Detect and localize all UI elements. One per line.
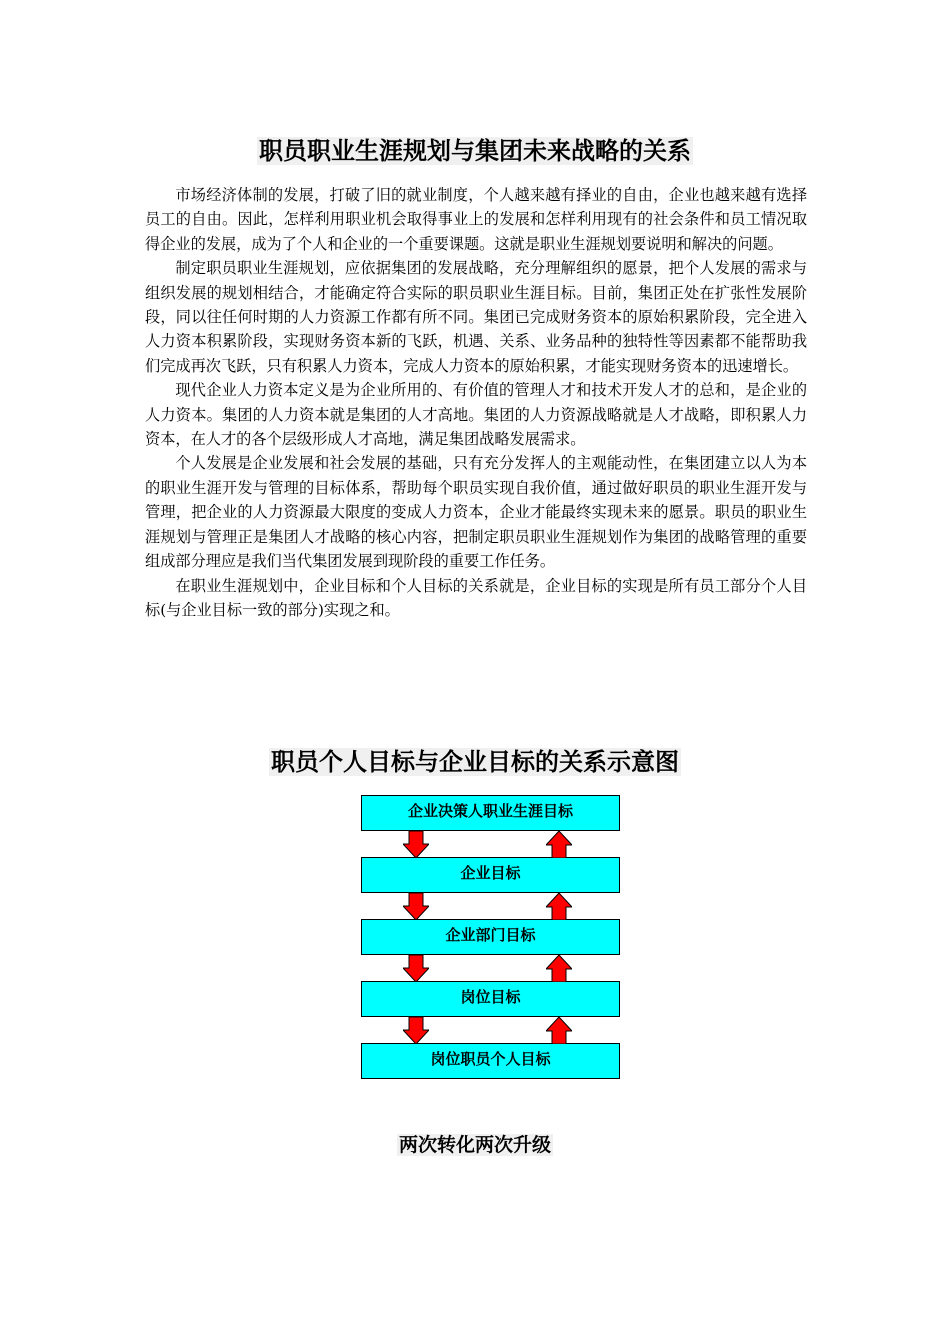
arrow-up-icon bbox=[546, 893, 572, 920]
paragraph-3: 现代企业人力资本定义是为企业所用的、有价值的管理人才和技术开发人才的总和，是企业的人力资本。集团的人力资本就是集团的人才高地。集团的人力资源战略就是人才战略，即积累人力资本，在人才的各个层级形成人才高地，满足集团战略发展需求。 bbox=[145, 381, 807, 449]
arrow-down-icon bbox=[403, 831, 429, 858]
arrow-up-icon bbox=[546, 1017, 572, 1044]
diagram-caption bbox=[0, 1130, 950, 1157]
paragraph-2: 制定职员职业生涯规划，应依据集团的发展战略，充分理解组织的愿景，把个人发展的需求与组织发展的规划相结合，才能确定符合实际的职员职业生涯目标。目前，集团正处在扩张性发展阶段，同以往任何时期的人力资源工作都有所不同。集团已完成财务资本的原始积累阶段，完全进入人力资本积累阶段，实现财务资本新的飞跃，机遇、关系、业务品种的独特性等因素都不能帮助我们完成再次飞跃，只有积累人力资本，完成人力资本的原始积累，才能实现财务资本的迅速增长。 bbox=[145, 259, 807, 375]
arrow-up-icon bbox=[546, 831, 572, 858]
paragraph-4: 个人发展是企业发展和社会发展的基础，只有充分发挥人的主观能动性，在集团建立以人为本的职业生涯开发与管理的目标体系，帮助每个职员实现自我价值，通过做好职员的职业生涯开发与管理，把企业的人力资源最大限度的变成人力资本，企业才能最终实现未来的愿景。职员的职业生涯规划与管理正是集团人才战略的核心内容，把制定职员职业生涯规划作为集团的战略管理的重要组成部分理应是我们当代集团发展到现阶段的重要工作任务。 bbox=[145, 454, 807, 571]
arrow-down-icon bbox=[403, 893, 429, 920]
body-text bbox=[145, 183, 807, 622]
document-title bbox=[0, 131, 950, 166]
box-position-goal: 岗位目标 bbox=[361, 981, 620, 1017]
arrow-down-icon bbox=[403, 955, 429, 982]
box-decision-maker-goal: 企业决策人职业生涯目标 bbox=[361, 795, 620, 831]
arrow-down-icon bbox=[403, 1017, 429, 1044]
box-department-goal: 企业部门目标 bbox=[361, 919, 620, 955]
diagram-caption-text: 两次转化两次升级 bbox=[398, 1134, 551, 1156]
arrow-up-icon bbox=[546, 955, 572, 982]
diagram-title-text: 职员个人目标与企业目标的关系示意图 bbox=[271, 748, 679, 776]
paragraph-1: 市场经济体制的发展，打破了旧的就业制度，个人越来越有择业的自由，企业也越来越有选择员工的自由。因此，怎样利用职业机会取得事业上的发展和怎样利用现有的社会条件和员工情况取得企业的发展，成为了个人和企业的一个重要课题。这就是职业生涯规划要说明和解决的问题。 bbox=[145, 186, 807, 253]
document-title-text: 职员职业生涯规划与集团未来战略的关系 bbox=[259, 137, 691, 165]
box-individual-goal: 岗位职员个人目标 bbox=[361, 1043, 620, 1079]
box-enterprise-goal: 企业目标 bbox=[361, 857, 620, 893]
paragraph-5: 在职业生涯规划中，企业目标和个人目标的关系就是，企业目标的实现是所有员工部分个人目标(与企业目标一致的部分)实现之和。 bbox=[145, 576, 807, 619]
diagram-title bbox=[0, 742, 950, 777]
